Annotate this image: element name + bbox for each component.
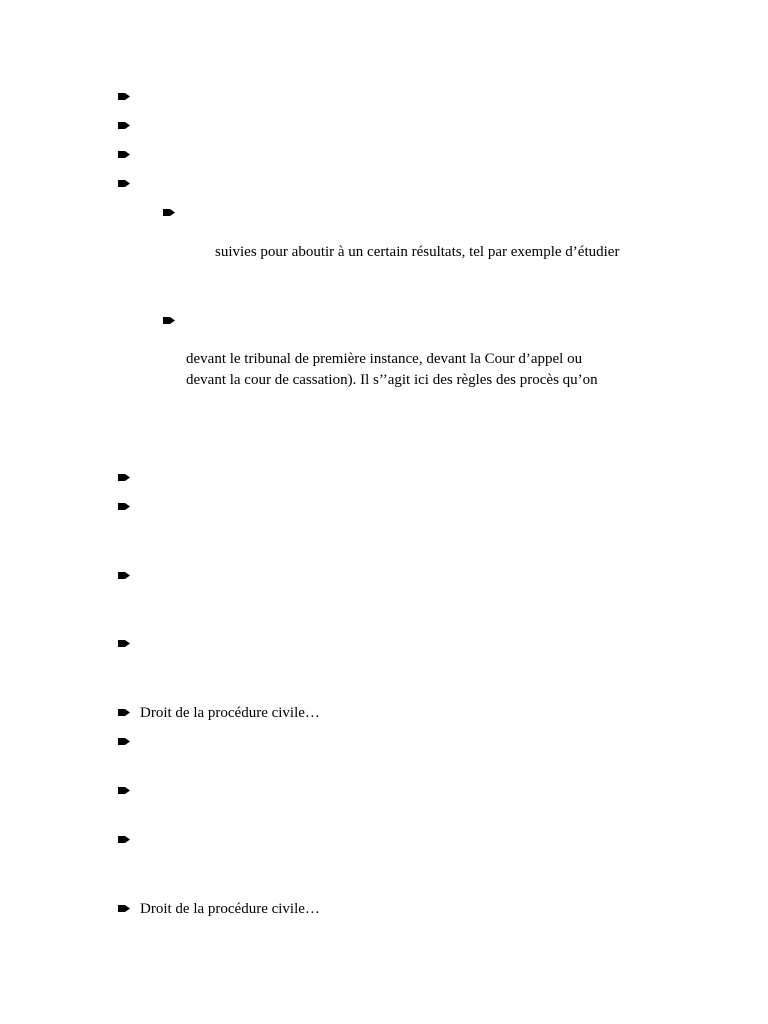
paragraph-line: suivies pour aboutir à un certain résultats, tel par exemple d’étudier: [215, 244, 620, 260]
bullet-icon: [118, 904, 131, 913]
list-item-label: Droit de la procédure civile…: [140, 705, 320, 721]
bullet-icon: [118, 502, 131, 511]
bullet-icon: [118, 737, 131, 746]
bullet-icon: [118, 150, 131, 159]
bullet-icon: [118, 786, 131, 795]
paragraph-line: devant le tribunal de première instance, devant la Cour d’appel ou: [186, 351, 583, 367]
bullet-icon: [118, 708, 131, 717]
bullet-icon: [118, 835, 131, 844]
list-item-label: Droit de la procédure civile…: [140, 901, 320, 917]
bullet-icon: [118, 179, 131, 188]
bullet-icon: [118, 571, 131, 580]
sub-bullet-icon: [163, 208, 176, 217]
bullet-icon: [118, 639, 131, 648]
paragraph-line: devant la cour de cassation). Il s’’agit ici des règles des procès qu’on: [186, 372, 598, 388]
bullet-icon: [118, 121, 131, 130]
bullet-icon: [118, 92, 131, 101]
bullet-icon: [118, 473, 131, 482]
sub-bullet-icon: [163, 316, 176, 325]
